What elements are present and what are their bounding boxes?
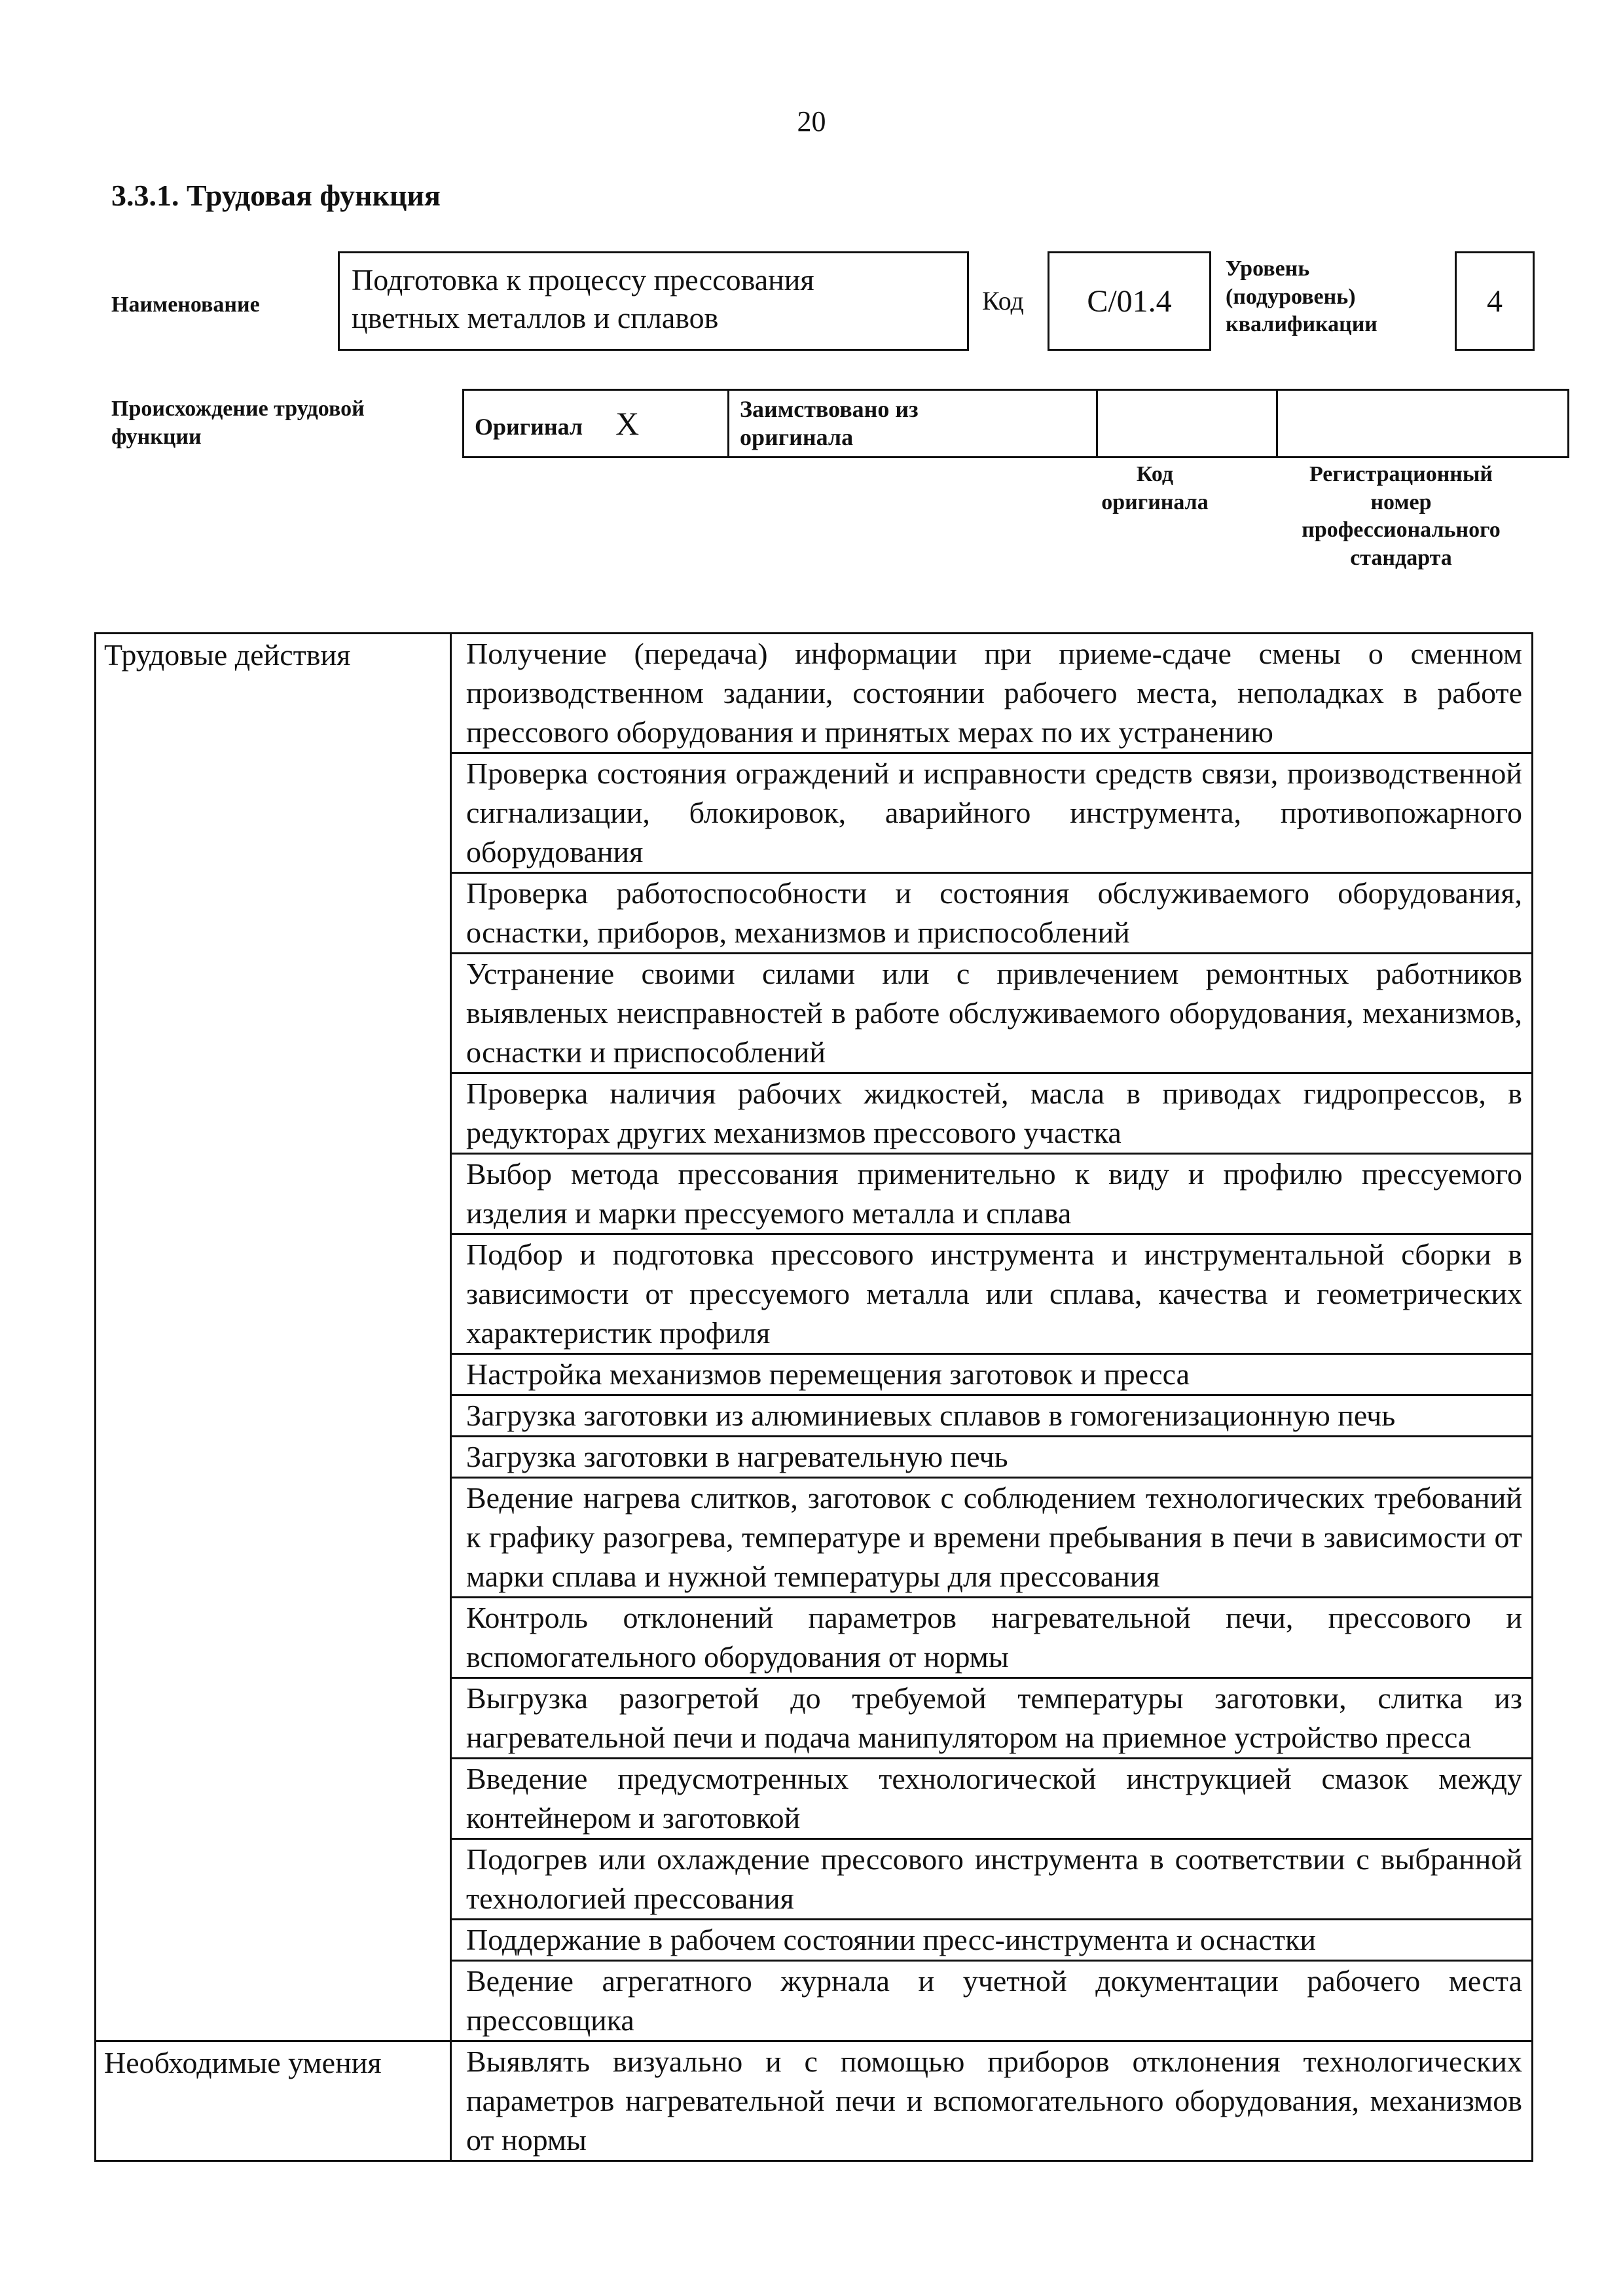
code-value: C/01.4: [1048, 251, 1211, 351]
labor-actions-label: Трудовые действия: [96, 634, 451, 2041]
borrowed-cell: [729, 390, 1097, 457]
skills-label: Необходимые умения: [96, 2041, 451, 2161]
labor-action-item: Проверка состояния ограждений и исправности средств связи, производственной сигнализации, блокировок, аварийного инструмента, противопожарного оборудования: [451, 753, 1533, 873]
function-name-line-2: цветных металлов и сплавов: [352, 300, 719, 334]
labor-action-item: Ведение агрегатного журнала и учетной документации рабочего места прессовщика: [451, 1961, 1533, 2041]
qualification-level-value: 4: [1455, 251, 1535, 351]
function-name-box: [338, 251, 969, 351]
section-title: 3.3.1. Трудовая функция: [111, 179, 441, 212]
labor-action-item: Контроль отклонений параметров нагревательной печи, прессового и вспомогательного оборудования от нормы: [451, 1598, 1533, 1678]
code-original-cell: [1097, 390, 1277, 457]
labor-action-item: Устранение своими силами или с привлечением ремонтных работников выявленых неисправностей в работе обслуживаемого оборудования, механизмов, оснастки и приспособлений: [451, 954, 1533, 1073]
qualification-level-label: [1226, 255, 1377, 339]
labor-action-item: Выгрузка разогретой до требуемой температуры заготовки, слитка из нагревательной печи и подача манипулятором на приемное устройство пресса: [451, 1678, 1533, 1759]
name-label: Наименование: [111, 293, 260, 317]
original-label: Оригинал: [475, 414, 583, 440]
code-original-line-1: Код: [1136, 462, 1174, 486]
labor-action-item: Загрузка заготовки из алюминиевых сплавов в гомогенизационную печь: [451, 1395, 1533, 1437]
code-label: Код: [982, 286, 1024, 315]
skill-item: Выявлять визуально и с помощью приборов отклонения технологических параметров нагревательной печи и вспомогательного оборудования, механизмов от нормы: [451, 2041, 1533, 2161]
labor-action-item: Ведение нагрева слитков, заготовок с соблюдением технологических требований к графику разогрева, температуре и времени пребывания в печи в зависимости от марки сплава и нужной температуры для прессования: [451, 1478, 1533, 1598]
labor-action-item: Загрузка заготовки в нагревательную печь: [451, 1437, 1533, 1478]
origin-table: [462, 389, 1569, 458]
code-original-label: [1057, 461, 1253, 516]
reg-line-1: Регистрационный: [1309, 462, 1493, 486]
borrowed-line-2: оригинала: [740, 424, 854, 450]
labor-action-item: Введение предусмотренных технологической инструкцией смазок между контейнером и заготовкой: [451, 1759, 1533, 1839]
origin-label-line-1: Происхождение трудовой: [111, 397, 365, 421]
table-row: [96, 634, 1533, 753]
labor-action-item: Проверка работоспособности и состояния обслуживаемого оборудования, оснастки, приборов, механизмов и приспособлений: [451, 873, 1533, 954]
labor-action-item: Выбор метода прессования применительно к виду и профилю прессуемого изделия и марки прессуемого металла и сплава: [451, 1154, 1533, 1234]
labor-action-item: Подбор и подготовка прессового инструмента и инструментальной сборки в зависимости от прессуемого металла или сплава, качества и геометрических характеристик профиля: [451, 1234, 1533, 1354]
function-name-line-1: Подготовка к процессу прессования: [352, 263, 814, 296]
level-label-line-1: Уровень: [1226, 257, 1310, 281]
borrowed-line-1: Заимствовано из: [740, 395, 919, 422]
level-label-line-2: (подуровень): [1226, 284, 1356, 309]
reg-line-4: стандарта: [1350, 545, 1452, 570]
labor-action-item: Получение (передача) информации при приеме-сдаче смены о сменном производственном задании, состоянии рабочего места, неполадках в работе прессового оборудования и принятых мерах по их устранению: [451, 634, 1533, 753]
labor-action-item: Настройка механизмов перемещения заготовок и пресса: [451, 1354, 1533, 1395]
level-label-line-3: квалификации: [1226, 312, 1377, 336]
labor-action-item: Поддержание в рабочем состоянии пресс-инструмента и оснастки: [451, 1920, 1533, 1961]
table-row: [96, 2041, 1533, 2161]
origin-label: [111, 395, 365, 451]
reg-number-label: [1264, 461, 1539, 572]
original-cell: [464, 390, 729, 457]
code-original-line-2: оригинала: [1101, 490, 1209, 514]
origin-label-line-2: функции: [111, 424, 202, 449]
reg-line-3: профессионального: [1302, 518, 1501, 542]
reg-line-2: номер: [1370, 490, 1432, 514]
labor-action-item: Подогрев или охлаждение прессового инструмента в соответствии с выбранной технологией прессования: [451, 1839, 1533, 1920]
reg-number-cell: [1277, 390, 1569, 457]
labor-action-item: Проверка наличия рабочих жидкостей, масла в приводах гидропрессов, в редукторах других механизмов прессового участка: [451, 1073, 1533, 1154]
page-number: 20: [797, 105, 826, 137]
original-mark: X: [615, 405, 640, 442]
function-details-table: [94, 632, 1533, 2162]
